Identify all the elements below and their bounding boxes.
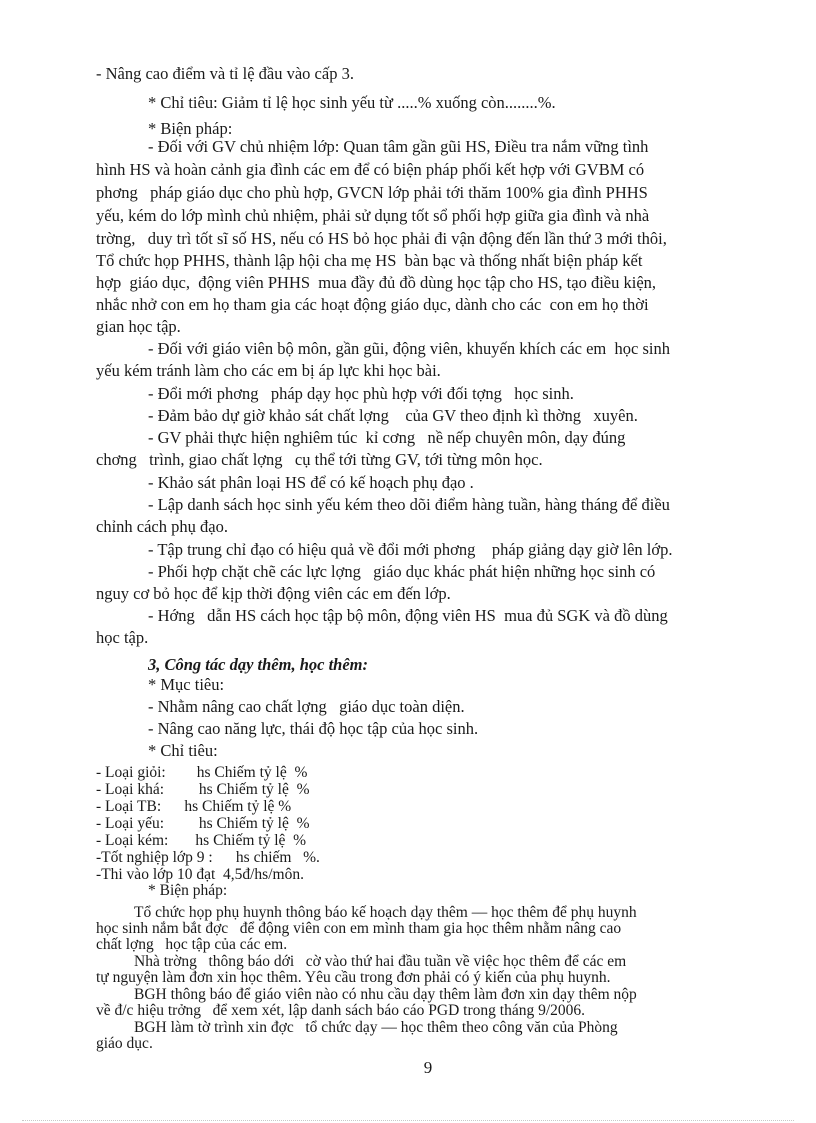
text-line: - Khảo sát phân loại HS để có kế hoạch phụ đạo . <box>148 473 474 492</box>
list-item: -Thi vào lớp 10 đạt 4,5đ/hs/môn. <box>96 866 304 883</box>
text-line: chất lợng học tập của các em. <box>96 936 288 953</box>
text-line: chơng trình, giao chất lợng cụ thể tới từng GV, tới từng môn học. <box>96 450 543 469</box>
text-line: Tổ chức họp phụ huynh thông báo kế hoạch dạy thêm — học thêm để phụ huynh <box>134 904 637 921</box>
text-line: nguy cơ bỏ học để kịp thời động viên các em đến lớp. <box>96 584 451 603</box>
text-line: học tập. <box>96 628 149 647</box>
text-line: - Đổi mới phơng pháp dạy học phù hợp với đối tợng học sinh. <box>148 384 574 403</box>
text-line: BGH thông báo để giáo viên nào có nhu cầu dạy thêm làm đơn xin dạy thêm nộp <box>134 986 637 1003</box>
text-line: hợp giáo dục, động viên PHHS mua đầy đủ đồ dùng học tập cho HS, tạo điều kiện, <box>96 273 657 292</box>
text-line: - Nhằm nâng cao chất lợng giáo dục toàn diện. <box>148 697 465 716</box>
list-item: - Loại giỏi: hs Chiếm tỷ lệ % <box>96 764 308 781</box>
text-line: - Đối với giáo viên bộ môn, gần gũi, động viên, khuyến khích các em học sinh <box>148 339 670 358</box>
text-line: - Hớng dẫn HS cách học tập bộ môn, động viên HS mua đủ SGK và đồ dùng <box>148 606 668 625</box>
page-divider <box>22 1120 794 1121</box>
section-heading: 3, Công tác dạy thêm, học thêm: <box>148 655 368 674</box>
text-line: - Tập trung chỉ đạo có hiệu quả về đổi mới phơng pháp giảng dạy giờ lên lớp. <box>148 540 673 559</box>
text-line: về đ/c hiệu trởng để xem xét, lập danh sách báo cáo PGD trong tháng 9/2006. <box>96 1002 586 1019</box>
text-line: gian học tập. <box>96 317 181 336</box>
text-line: - Nâng cao năng lực, thái độ học tập của học sinh. <box>148 719 479 738</box>
text-line: tự nguyện làm đơn xin học thêm. Yêu cầu trong đơn phải có ý kiến của phụ huynh. <box>96 969 611 986</box>
text-line: - Lập danh sách học sinh yếu kém theo dõi điểm hàng tuần, hàng tháng để điều <box>148 495 670 514</box>
text-line: nhắc nhở con em họ tham gia các hoạt động giáo dục, dành cho các con em họ thời <box>96 295 649 314</box>
text-line: yếu, kém do lớp mình chủ nhiệm, phải sử dụng tốt sổ phối hợp giữa gia đình và nhà <box>96 206 650 225</box>
text-line: - Đối với GV chủ nhiệm lớp: Quan tâm gần gũi HS, Điều tra nắm vững tình <box>148 137 649 156</box>
text-line: chỉnh cách phụ đạo. <box>96 517 228 536</box>
text-line: * Biện pháp: <box>148 119 233 138</box>
text-line: yếu kém tránh làm cho các em bị áp lực khi học bài. <box>96 361 441 380</box>
text-line: * Mục tiêu: <box>148 675 225 694</box>
text-line: trờng, duy trì tốt sĩ số HS, nếu có HS bỏ học phải đi vận động đến lần thứ 3 mới thôi, <box>96 229 667 248</box>
text-line: BGH làm tờ trình xin đợc tổ chức dạy — học thêm theo công văn của Phòng <box>134 1019 618 1036</box>
text-line: - GV phải thực hiện nghiêm túc kỉ cơng nề nếp chuyên môn, dạy đúng <box>148 428 626 447</box>
text-line: hình HS và hoàn cảnh gia đình các em để có biện pháp phối kết hợp với GVBM có <box>96 160 645 179</box>
text-line: Nhà trờng thông báo dới cờ vào thứ hai đầu tuần về việc học thêm để các em <box>134 953 627 970</box>
text-line: * Chỉ tiêu: Giảm tỉ lệ học sinh yếu từ .....% xuống còn........%. <box>148 93 556 112</box>
list-item: - Loại TB: hs Chiếm tỷ lệ % <box>96 798 292 815</box>
text-line: - Nâng cao điểm và tỉ lệ đầu vào cấp 3. <box>96 64 354 83</box>
text-line: - Đảm bảo dự giờ khảo sát chất lợng của GV theo định kì thờng xuyên. <box>148 406 638 425</box>
text-line: Tổ chức họp PHHS, thành lập hội cha mẹ HS bàn bạc và thống nhất biện pháp kết <box>96 251 643 270</box>
text-line: học sinh nắm bắt đợc để động viên con em mình tham gia học thêm nhằm nâng cao <box>96 920 622 937</box>
text-line: - Phối hợp chặt chẽ các lực lợng giáo dục khác phát hiện những học sinh có <box>148 562 656 581</box>
list-item: - Loại yếu: hs Chiếm tỷ lệ % <box>96 815 310 832</box>
list-item: -Tốt nghiệp lớp 9 : hs chiếm %. <box>96 849 320 866</box>
list-item: - Loại khá: hs Chiếm tỷ lệ % <box>96 781 310 798</box>
text-line: phơng pháp giáo dục cho phù hợp, GVCN lớp phải tới thăm 100% gia đình PHHS <box>96 183 648 202</box>
text-line: giáo dục. <box>96 1035 153 1052</box>
page-number: 9 <box>423 1058 433 1077</box>
list-item: - Loại kém: hs Chiếm tỷ lệ % <box>96 832 307 849</box>
text-line: * Chỉ tiêu: <box>148 741 218 760</box>
text-line: * Biện pháp: <box>148 882 228 899</box>
